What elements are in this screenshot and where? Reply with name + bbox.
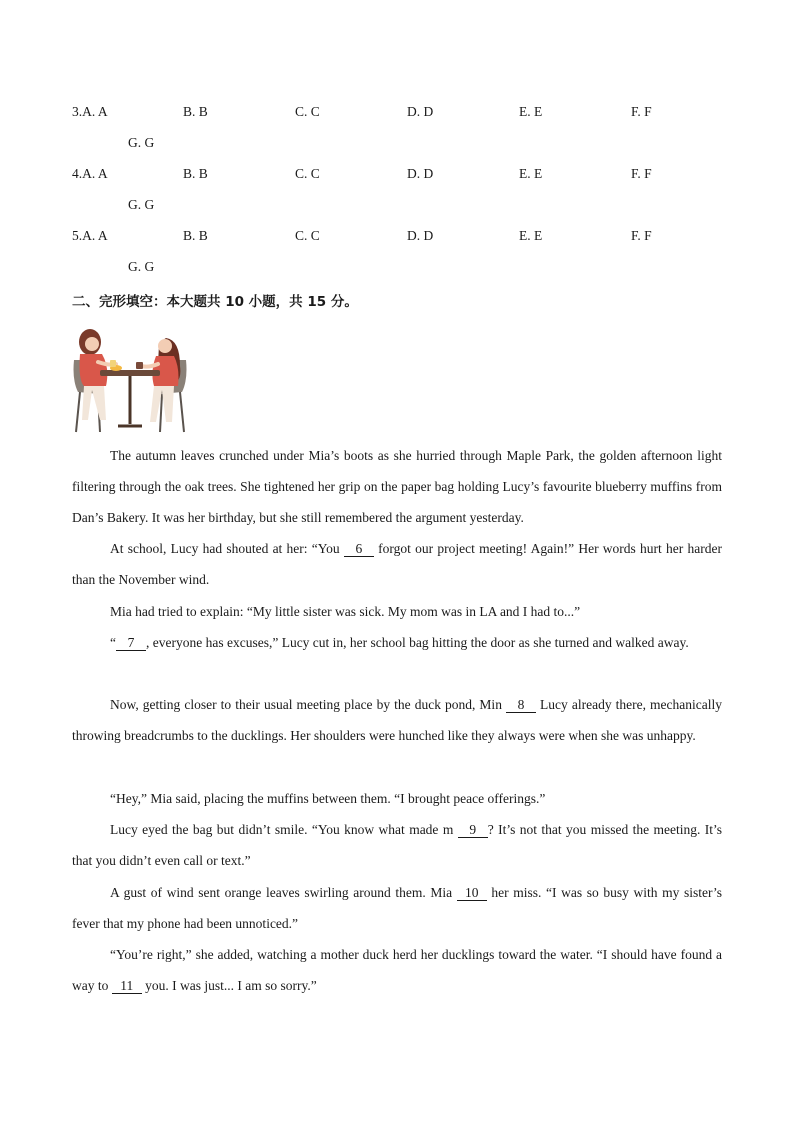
passage-text: “You’re right,” she added, watching a mother duck herd her ducklings toward the water. “I should have found a way to (72, 947, 722, 994)
question-3-number-and-option-a[interactable] (72, 104, 108, 120)
option-g[interactable]: G. G (128, 135, 155, 150)
passage-text: forgot our project meeting! Again!” Her words hurt her harder than the November wind. (72, 541, 722, 588)
blank-7[interactable]: 7 (116, 636, 146, 651)
option-e[interactable]: E. E (519, 228, 543, 243)
passage-paragraph-7 (72, 814, 722, 876)
passage-text: Lucy eyed the bag but didn’t smile. “You know what made m (110, 822, 458, 837)
question-number: 4. (72, 166, 83, 181)
passage-text: , everyone has excuses,” Lucy cut in, her school bag hitting the door as she turned and walked away. (146, 635, 689, 650)
option-b[interactable]: B. B (183, 166, 208, 181)
option-g[interactable]: G. G (128, 197, 155, 212)
option-c[interactable]: C. C (295, 228, 320, 243)
passage-text: At school, Lucy had shouted at her: “You (110, 541, 344, 556)
option-a: A. A (82, 104, 108, 119)
passage-text: you. I was just... I am so sorry.” (141, 978, 317, 994)
passage-paragraph-5 (72, 689, 722, 751)
question-4-number-and-option-a[interactable] (72, 166, 108, 182)
question-5-number-and-option-a[interactable] (72, 228, 108, 244)
passage-paragraph-2 (72, 533, 722, 595)
blank-8[interactable]: 8 (506, 698, 536, 713)
passage-paragraph-9 (72, 939, 722, 1001)
option-f[interactable]: F. F (631, 104, 652, 119)
option-a: A. A (82, 166, 108, 181)
blank-6[interactable]: 6 (344, 542, 374, 557)
option-g[interactable]: G. G (128, 259, 155, 274)
section-heading: 二、完形填空：本大题共 10 小题，共 15 分。 (72, 294, 358, 310)
option-a: A. A (82, 228, 108, 243)
blank-10[interactable]: 10 (457, 886, 487, 901)
passage-paragraph-3: Mia had tried to explain: “My little sister was sick. My mom was in LA and I had to...” (110, 604, 581, 619)
blank-9[interactable]: 9 (458, 823, 488, 838)
option-d[interactable]: D. D (407, 104, 434, 119)
option-e[interactable]: E. E (519, 104, 543, 119)
passage-text: “ (110, 635, 116, 650)
option-f[interactable]: F. F (631, 228, 652, 243)
option-b[interactable]: B. B (183, 104, 208, 119)
question-number: 5. (72, 228, 83, 243)
passage-text: ? It’s not that you missed the meeting. It’s that you didn’t even call or text.” (72, 822, 723, 869)
passage-text: A gust of wind sent orange leaves swirling around them. Mia (110, 885, 457, 900)
option-c[interactable]: C. C (295, 166, 320, 181)
passage-paragraph-4 (72, 627, 722, 658)
option-e[interactable]: E. E (519, 166, 543, 181)
option-d[interactable]: D. D (407, 166, 434, 181)
passage-paragraph-6: “Hey,” Mia said, placing the muffins between them. “I brought peace offerings.” (110, 791, 546, 806)
option-c[interactable]: C. C (295, 104, 320, 119)
passage-paragraph-1: The autumn leaves crunched under Mia’s boots as she hurried through Maple Park, the golden afternoon light filtering through the oak trees. She tightened her grip on the paper bag holding Lucy’s favourite blueberry muffins from Dan’s Bakery. It was her birthday, but she still remembered the argument yesterday. (72, 448, 722, 526)
two-women-at-cafe-table-illustration (70, 320, 190, 436)
question-number: 3. (72, 104, 83, 119)
option-f[interactable]: F. F (631, 166, 652, 181)
passage-text: Now, getting closer to their usual meeting place by the duck pond, Min (110, 697, 506, 712)
passage-text: her miss. “I was so busy with my sister’s fever that my phone had been unnoticed.” (72, 885, 722, 932)
blank-11[interactable]: 11 (112, 979, 142, 994)
option-b[interactable]: B. B (183, 228, 208, 243)
passage-paragraph-8 (72, 877, 722, 939)
option-d[interactable]: D. D (407, 228, 434, 243)
passage-text: Lucy already there, mechanically throwing breadcrumbs to the ducklings. Her shoulders were hunched like they always were when she was unhappy. (72, 697, 722, 744)
